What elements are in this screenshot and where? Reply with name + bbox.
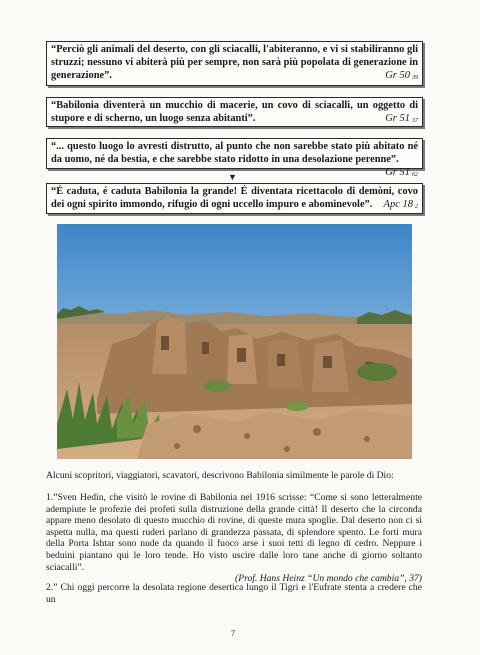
quote-reference: Gr 50 $_{39}$ [385,70,418,81]
ruins-illustration [57,224,412,459]
paragraph-2: 2.” Chi oggi percorre la desolata regione desertica lungo il Tigri e l'Eufrate stenta a credere che un [46,582,422,605]
quote-box-1 [46,41,423,86]
quote-reference: Gr 51 $_{62}$ [385,167,418,178]
babylon-ruins-photo [57,224,412,459]
down-arrow-icon: ▼ [228,172,237,182]
quote-text: “Perciò gli animali del deserto, con gli sciacalli, l'abiteranno, e vi si stabiliranno gli struzzi; nessuno vi abiterà più per sempre, non sarà più popolata di generazione in generazione”. [51,44,418,81]
quote-reference: Apc 18 $_2$ [383,199,418,210]
page-number: 7 [231,629,235,638]
citation-1: (Prof. Hans Heinz “Un mondo che cambia”, 37) [235,573,422,585]
quote-text: “Babilonia diventerà un mucchio di macerie, un covo di sciacalli, un oggetto di stupore e di scherno, un luogo senza abitanti”. [51,100,418,124]
quote-text: “É caduta, é caduta Babilonia la grande! É diventata ricettacolo di demòni, covo dei ogni spirito immondo, rifugio di ogni uccello impuro e abominevole”. [51,186,418,210]
quote-box-3 [46,138,423,178]
paragraph-1-text: 1.”Sven Hedin, che visitò le rovine di Babilonia nel 1916 scrisse: “Come si sono letteralmente adempiute le profezie dei profeti sulla distruzione della grande città! Il deserto che la circonda appare meno desolato di questo mucchio di rovine, di queste mura spoglie. Dal deserto non ci si aspetta nulla, ma questi ruderi parlano di grandezza passata, di splendore spento. Le forti mura della Porta Ishtar sono nude da quando il fuoco arse i suoi tetti di legno di cedro. Neppure i beduini piantano qui le loro tende. Ho visto uscire dalle loro tane anche di giorno soltanto sciacalli”. [46,492,422,573]
intro-paragraph: Alcuni scopritori, viaggiatori, scavatori, descrivono Babilonia similmente le parole di Dio: [46,470,394,481]
quote-box-2 [46,97,423,127]
quote-reference: Gr 51 $_{37}$ [385,113,418,124]
quote-box-4 [46,183,423,214]
paragraph-1 [46,492,422,585]
quote-text: “... questo luogo lo avresti distrutto, al punto che non sarebbe stato più abitato né da uomo, né da bestia, e che sarebbe stato ridotto in una desolazione perenne”. [51,141,418,165]
